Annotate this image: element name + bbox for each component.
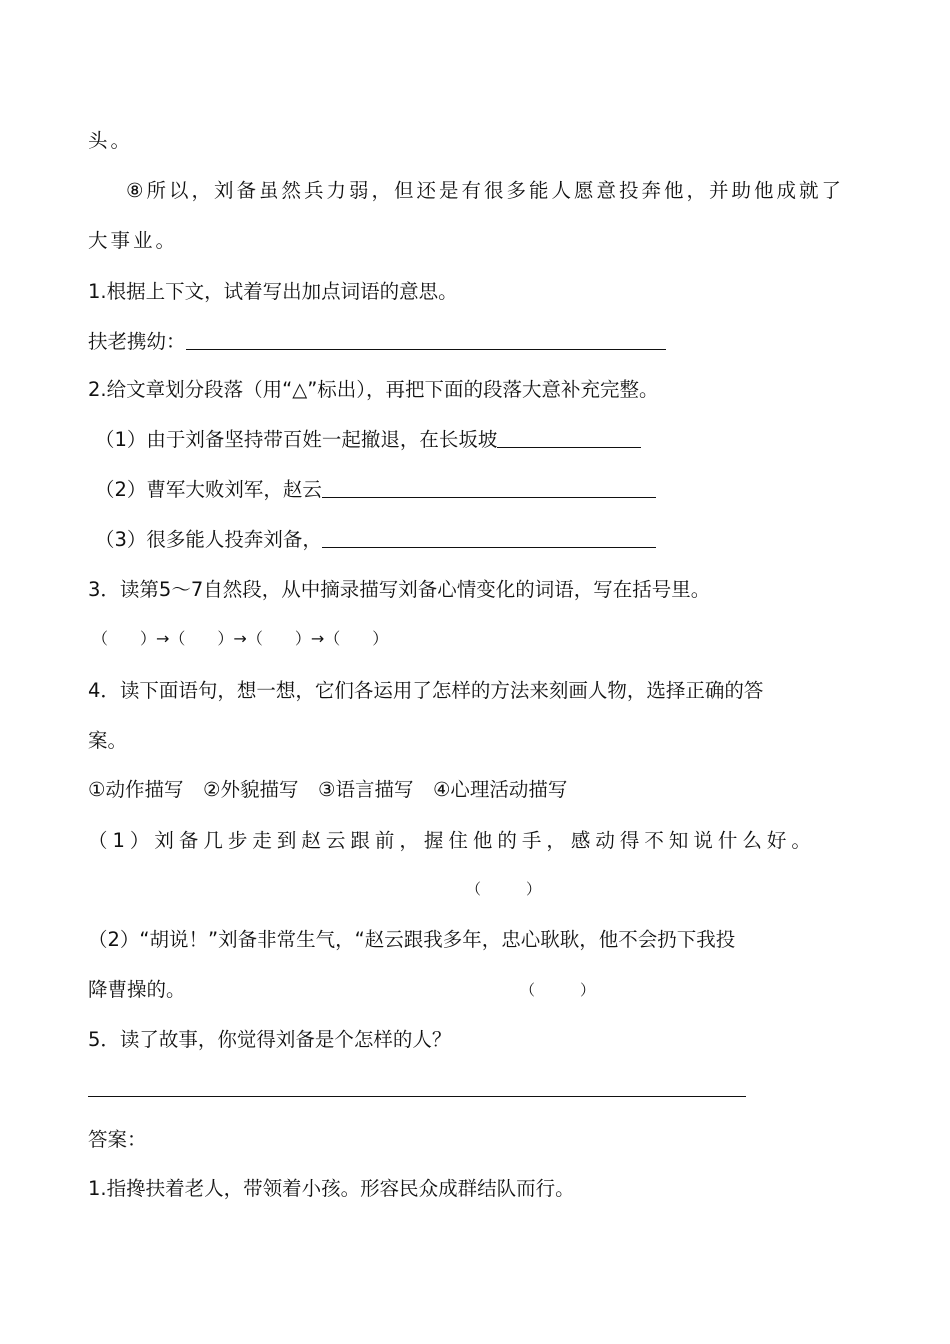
question-2-item-1 <box>95 427 641 453</box>
question-3-prompt: 3．读第5～7自然段，从中摘录描写刘备心情变化的词语，写在括号里。 <box>88 578 711 601</box>
question-4-options: ①动作描写 ②外貌描写 ③语言描写 ④心理活动描写 <box>88 778 568 801</box>
question-5-answer-blank[interactable] <box>88 1096 746 1097</box>
item-2-text: （2）曹军大败刘军，赵云 <box>95 478 322 501</box>
item-3-text: （3）很多能人投奔刘备， <box>95 528 322 551</box>
term-label: 扶老携幼： <box>88 330 186 353</box>
question-4-sentence-2-line-1: （2）“胡说！”刘备非常生气，“赵云跟我多年，忠心耿耿，他不会扔下我投 <box>88 928 736 951</box>
question-1-answer-row <box>88 329 666 355</box>
answers-heading: 答案： <box>88 1128 147 1151</box>
item-2-blank[interactable] <box>322 477 656 498</box>
question-2-prompt: 2.给文章划分段落（用“△”标出），再把下面的段落大意补充完整。 <box>88 378 659 401</box>
answer-1: 1.指搀扶着老人，带领着小孩。形容民众成群结队而行。 <box>88 1177 575 1200</box>
question-1-prompt: 1.根据上下文，试着写出加点词语的意思。 <box>88 280 458 303</box>
question-4-prompt-line-2: 案。 <box>88 729 128 752</box>
paragraph-8-line-1: ⑧所以，刘备虽然兵力弱，但还是有很多能人愿意投奔他，并助他成就了 <box>126 179 844 202</box>
question-5-prompt: 5．读了故事，你觉得刘备是个怎样的人？ <box>88 1028 452 1051</box>
question-4-prompt-line-1: 4．读下面语句，想一想，它们各运用了怎样的方法来刻画人物，选择正确的答 <box>88 679 764 702</box>
question-4-sentence-2-line-2: 降曹操的。 <box>88 978 186 1001</box>
sentence-1-answer-paren[interactable]: （ ） <box>466 880 542 898</box>
item-3-blank[interactable] <box>322 527 656 548</box>
passage-tail: 头。 <box>88 129 134 152</box>
question-2-item-2 <box>95 477 656 503</box>
item-1-blank[interactable] <box>497 427 641 448</box>
question-2-item-3 <box>95 527 656 553</box>
item-1-text: （1）由于刘备坚持带百姓一起撤退，在长坂坡 <box>95 428 498 451</box>
paragraph-8-line-2: 大事业。 <box>88 229 179 252</box>
sentence-2-answer-paren[interactable]: （ ） <box>520 981 596 999</box>
term-answer-blank[interactable] <box>186 329 666 350</box>
question-4-sentence-1: （1）刘备几步走到赵云跟前，握住他的手，感动得不知说什么好。 <box>88 829 816 852</box>
question-3-chain[interactable]: （ ）→（ ）→（ ）→（ ） <box>92 629 389 648</box>
